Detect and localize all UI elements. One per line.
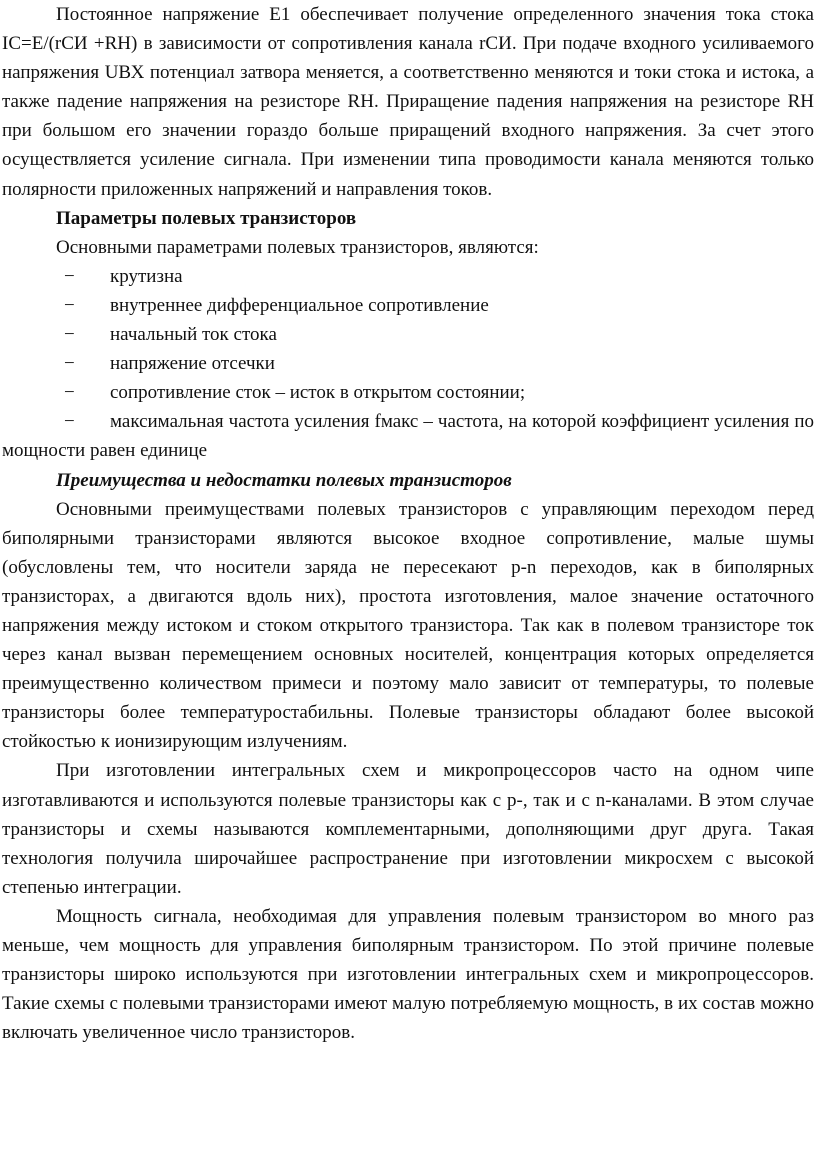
paragraph-complementary: При изготовлении интегральных схем и микропроцессоров часто на одном чипе изготавливаются и используются полевые транзисторы как с p-, так и с n-каналами. В этом случае транзисторы и схемы называются комплементарными, дополняющими друг друга. Такая технология получила широчайшее распространение при изготовлении микросхем с высокой степенью интеграции.: [2, 760, 814, 898]
parameters-intro: Основными параметрами полевых транзисторов, являются:: [56, 236, 539, 258]
list-item-text: максимальная частота усиления fмакс – частота, на которой коэффициент усиления по мощности равен единице: [2, 411, 814, 462]
list-item: [2, 349, 814, 378]
dash-bullet: −: [64, 411, 75, 433]
dash-bullet: −: [64, 324, 75, 346]
list-item-text: сопротивление сток – исток в открытом состоянии;: [110, 382, 526, 404]
list-item-text: начальный ток стока: [110, 324, 277, 346]
heading-advantages: Преимущества и недостатки полевых транзисторов: [56, 469, 512, 491]
paragraph-power: Мощность сигнала, необходимая для управления полевым транзистором во много раз меньше, чем мощность для управления биполярным транзистором. По этой причине полевые транзисторы широко используются при изготовлении интегральных схем и микропроцессоров. Такие схемы с полевыми транзисторами имеют малую потребляемую мощность, в их состав можно включать увеличенное число транзисторов.: [2, 905, 814, 1044]
list-item: [2, 262, 814, 291]
paragraph-operation: Постоянное напряжение Е1 обеспечивает получение определенного значения тока стока IС=E/(rСИ +RН) в зависимости от сопротивления канала rСИ. При подаче входного усиливаемого напряжения UВХ потенциал затвора меняется, а соответственно меняются и токи стока и истока, а также падение напряжения на резисторе RН. Приращение падения напряжения на резисторе RН при большом его значении гораздо больше приращений входного напряжения. За счет этого осуществляется усиление сигнала. При изменении типа проводимости канала меняются только полярности приложенных напряжений и направления токов.: [2, 4, 814, 200]
dash-bullet: −: [64, 294, 75, 316]
paragraph-advantages: Основными преимуществами полевых транзисторов с управляющим переходом перед биполярными транзисторами являются высокое входное сопротивление, малые шумы (обусловлены тем, что носители заряда не пересекают p-n переходов, как в биполярных транзисторах, а двигаются вдоль них), простота изготовления, малое значение остаточного напряжения между истоком и стоком открытого транзистора. Так как в полевом транзисторе ток через канал вызван перемещением основных носителей, концентрация которых определяется преимущественно количеством примеси и поэтому мало зависит от температуры, то полевые транзисторы более температуростабильны. Полевые транзисторы обладают более высокой стойкостью к ионизирующим излучениям.: [2, 498, 814, 753]
list-item-text: крутизна: [110, 265, 183, 287]
list-item: [2, 291, 814, 320]
heading-parameters: Параметры полевых транзисторов: [56, 207, 357, 229]
list-item-text: напряжение отсечки: [110, 353, 275, 375]
dash-bullet: −: [64, 382, 75, 404]
list-item: [2, 407, 814, 465]
list-item-text: внутреннее дифференциальное сопротивление: [110, 294, 489, 316]
list-item: [2, 378, 814, 407]
list-item: [2, 320, 814, 349]
parameters-list: [2, 262, 814, 466]
dash-bullet: −: [64, 353, 75, 375]
dash-bullet: −: [64, 265, 75, 287]
